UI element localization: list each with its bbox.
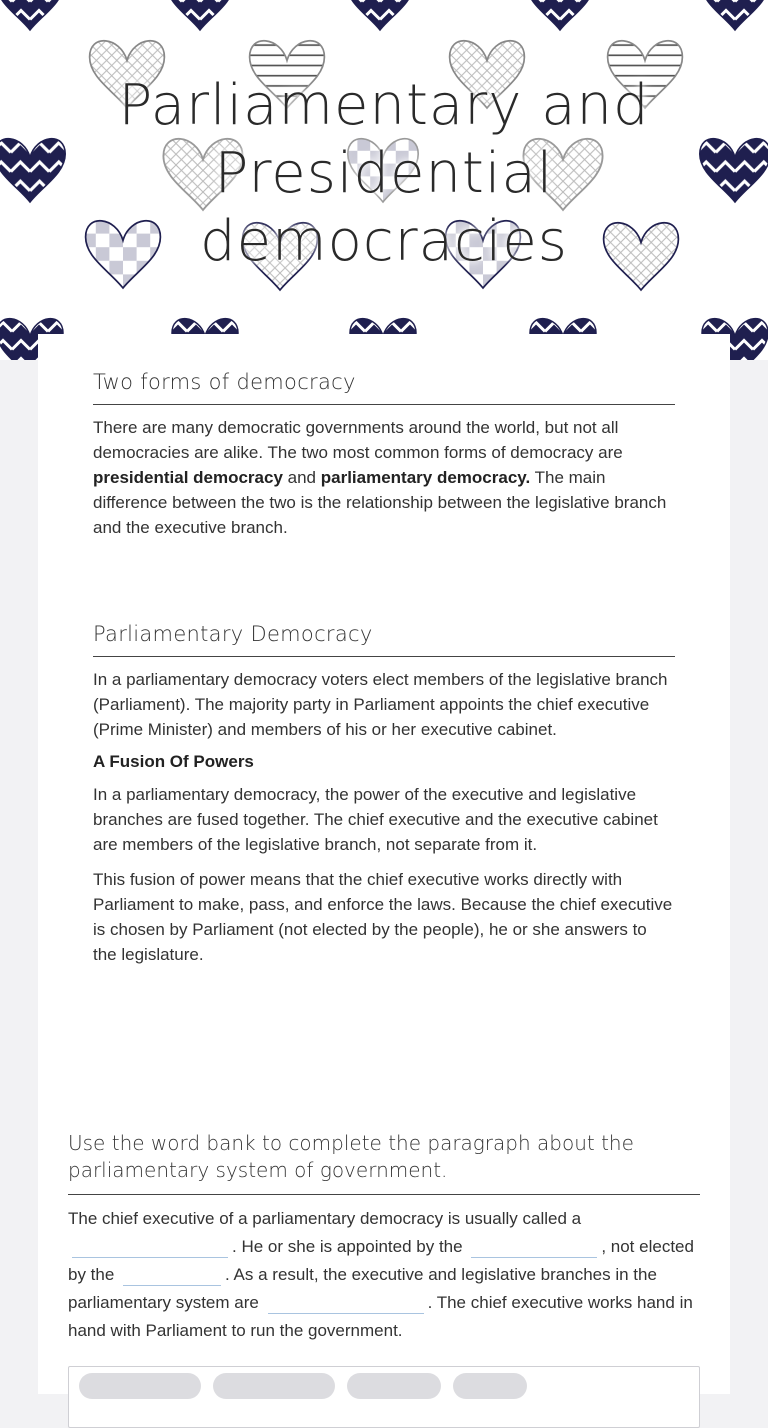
text-run: The main difference between the two is the relationship between the legislative branch and the executive branch. <box>93 468 667 537</box>
blank-input-3[interactable] <box>123 1267 221 1286</box>
subheading: A Fusion Of Powers <box>93 752 254 771</box>
blank-input-4[interactable] <box>268 1295 424 1314</box>
cloze-text: , not elected by the <box>68 1237 694 1284</box>
section-title: Parliamentary Democracy <box>93 622 675 657</box>
cloze-text: . As a result, the executive and legislative branches in the parliamentary system are <box>68 1265 657 1312</box>
header-banner <box>0 0 768 360</box>
section-title: Two forms of democracy <box>93 370 675 405</box>
section-parliamentary <box>93 622 675 967</box>
word-bank-chip[interactable] <box>453 1373 527 1399</box>
bold-term-presidential: presidential democracy <box>93 468 283 487</box>
worksheet-title: Parliamentary and Presidential democracies <box>118 73 650 274</box>
section-paragraph: This fusion of power means that the chief executive works directly with Parliament to make, pass, and enforce the laws. Because the chief executive is chosen by Parliament (not elected by the people), he or she answers to the legislature. <box>93 870 673 964</box>
cloze-text: . The chief executive works hand in hand with Parliament to run the government. <box>68 1293 693 1340</box>
cloze-question <box>68 1130 700 1345</box>
section-paragraph <box>93 415 675 540</box>
word-bank-chip[interactable] <box>347 1373 441 1399</box>
word-bank-chip[interactable] <box>213 1373 335 1399</box>
section-paragraph: In a parliamentary democracy, the power of the executive and legislative branches are fused together. The chief executive and the executive cabinet are members of the legislative branch, not separate from it. <box>93 785 658 854</box>
word-bank <box>68 1366 700 1428</box>
worksheet-body <box>38 334 730 1394</box>
text-run: There are many democratic governments around the world, but not all democracies are alike. The two most common forms of democracy are <box>93 418 623 462</box>
blank-input-1[interactable] <box>72 1239 228 1258</box>
cloze-text: . He or she is appointed by the <box>232 1237 463 1256</box>
question-title: Use the word bank to complete the paragraph about the parliamentary system of government. <box>68 1130 700 1195</box>
text-run: and <box>282 468 321 487</box>
section-paragraph: In a parliamentary democracy voters elect members of the legislative branch (Parliament). The majority party in Parliament appoints the chief executive (Prime Minister) and members of his or her executive cabinet. <box>93 670 668 739</box>
bold-term-parliamentary: parliamentary democracy. <box>320 468 531 487</box>
cloze-paragraph <box>68 1205 700 1345</box>
word-bank-chip[interactable] <box>79 1373 201 1399</box>
cloze-text: The chief executive of a parliamentary democracy is usually called a <box>68 1209 582 1228</box>
blank-input-2[interactable] <box>471 1239 597 1258</box>
section-two-forms <box>93 370 675 540</box>
